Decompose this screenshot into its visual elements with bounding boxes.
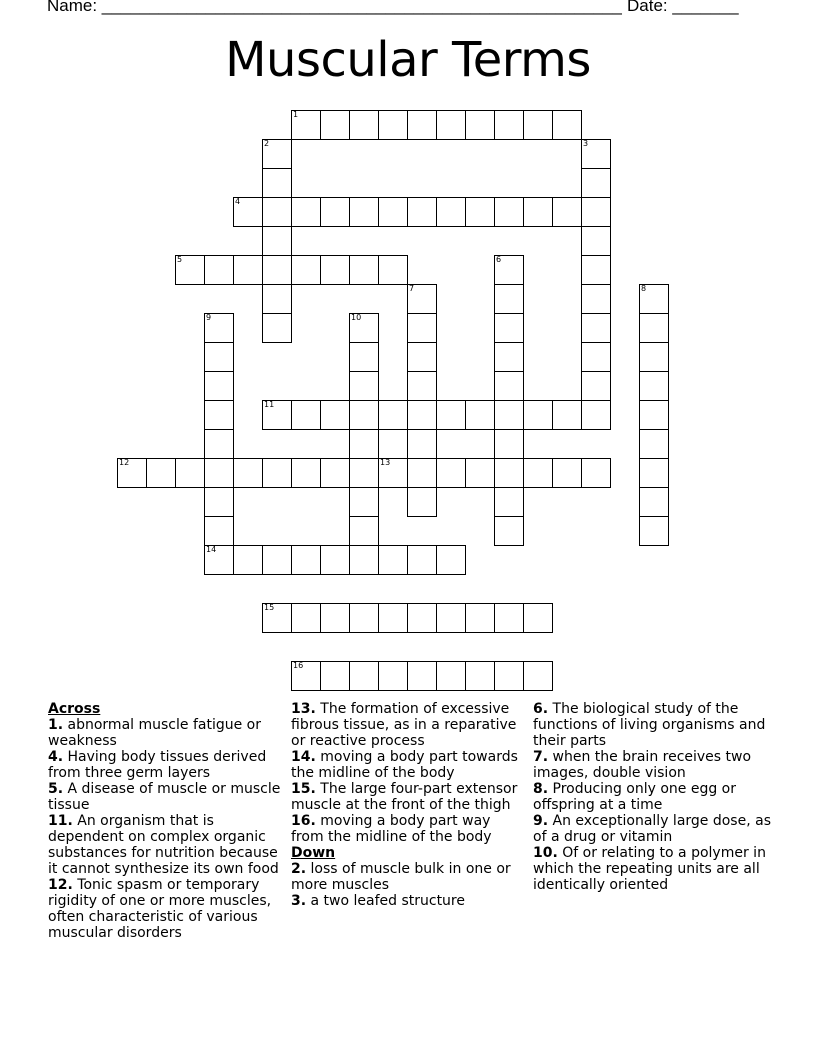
grid-cell[interactable] — [523, 197, 553, 227]
grid-cell[interactable] — [494, 603, 524, 633]
grid-cell[interactable] — [407, 487, 437, 517]
clue-number: 12 — [119, 458, 130, 467]
grid-cell[interactable] — [581, 197, 611, 227]
grid-cell[interactable] — [552, 458, 582, 488]
grid-cell[interactable] — [233, 255, 263, 285]
grid-cell[interactable] — [262, 226, 292, 256]
clue-across-4: 4. Having body tissues derived from three germ layers — [48, 749, 267, 781]
grid-cell[interactable] — [349, 400, 379, 430]
down-heading: Down — [291, 845, 336, 861]
grid-cell[interactable] — [262, 603, 292, 633]
clue-number: 6 — [496, 255, 502, 264]
grid-cell[interactable] — [320, 400, 350, 430]
clue-column-1 — [48, 701, 288, 941]
grid-cell[interactable] — [204, 429, 234, 459]
grid-cell[interactable] — [407, 342, 437, 372]
grid-cell[interactable] — [291, 603, 321, 633]
grid-cell[interactable] — [262, 458, 292, 488]
grid-cell[interactable] — [465, 661, 495, 691]
grid-cell[interactable] — [465, 458, 495, 488]
clue-across-15: 15. The large four-part extensor muscle at the front of the thigh — [291, 781, 518, 813]
grid-cell[interactable] — [262, 139, 292, 169]
grid-cell[interactable] — [639, 458, 669, 488]
clue-number: 2 — [264, 139, 270, 148]
clue-down-2: 2. loss of muscle bulk in one or more muscles — [291, 861, 511, 893]
grid-cell[interactable] — [291, 110, 321, 140]
grid-cell[interactable] — [639, 400, 669, 430]
clue-number: 13 — [380, 458, 391, 467]
grid-cell[interactable] — [204, 545, 234, 575]
puzzle-title: Muscular Terms — [225, 32, 591, 88]
grid-cell[interactable] — [349, 458, 379, 488]
grid-cell[interactable] — [204, 255, 234, 285]
grid-cell[interactable] — [581, 255, 611, 285]
grid-cell[interactable] — [523, 661, 553, 691]
grid-cell[interactable] — [407, 545, 437, 575]
grid-cell[interactable] — [436, 603, 466, 633]
clue-across-14: 14. moving a body part towards the midline of the body — [291, 749, 518, 781]
grid-cell[interactable] — [378, 197, 408, 227]
clue-number: 7 — [409, 284, 415, 293]
clue-across-11: 11. An organism that is dependent on complex organic substances for nutrition because it cannot synthesize its own food — [48, 813, 279, 877]
grid-cell[interactable] — [639, 429, 669, 459]
grid-cell[interactable] — [552, 110, 582, 140]
clue-number: 3 — [583, 139, 589, 148]
grid-cell[interactable] — [349, 197, 379, 227]
grid-cell[interactable] — [262, 545, 292, 575]
grid-cell[interactable] — [436, 400, 466, 430]
grid-cell[interactable] — [291, 255, 321, 285]
grid-cell[interactable] — [320, 545, 350, 575]
grid-cell[interactable] — [494, 197, 524, 227]
clue-number: 10 — [351, 313, 362, 322]
grid-cell[interactable] — [349, 487, 379, 517]
grid-cell[interactable] — [320, 458, 350, 488]
clue-across-1: 1. abnormal muscle fatigue or weakness — [48, 717, 261, 749]
grid-cell[interactable] — [349, 110, 379, 140]
grid-cell[interactable] — [175, 458, 205, 488]
clue-across-5: 5. A disease of muscle or muscle tissue — [48, 781, 281, 813]
clue-number: 11 — [264, 400, 275, 409]
clue-down-6: 6. The biological study of the functions of living organisms and their parts — [533, 701, 766, 749]
grid-cell[interactable] — [494, 458, 524, 488]
grid-cell[interactable] — [436, 545, 466, 575]
grid-cell[interactable] — [436, 110, 466, 140]
grid-cell[interactable] — [581, 226, 611, 256]
grid-cell[interactable] — [262, 284, 292, 314]
clue-down-9: 9. An exceptionally large dose, as of a drug or vitamin — [533, 813, 771, 845]
grid-cell[interactable] — [291, 458, 321, 488]
grid-cell[interactable] — [494, 371, 524, 401]
grid-cell[interactable] — [117, 458, 147, 488]
grid-cell[interactable] — [378, 545, 408, 575]
clue-number: 5 — [177, 255, 183, 264]
grid-cell[interactable] — [639, 342, 669, 372]
grid-cell[interactable] — [407, 400, 437, 430]
grid-cell[interactable] — [581, 313, 611, 343]
grid-cell[interactable] — [320, 197, 350, 227]
grid-cell[interactable] — [465, 110, 495, 140]
clue-down-7: 7. when the brain receives two images, double vision — [533, 749, 752, 781]
grid-cell[interactable] — [204, 400, 234, 430]
grid-cell[interactable] — [407, 313, 437, 343]
grid-cell[interactable] — [581, 342, 611, 372]
grid-cell[interactable] — [291, 545, 321, 575]
grid-cell[interactable] — [639, 313, 669, 343]
grid-cell[interactable] — [465, 603, 495, 633]
grid-cell[interactable] — [523, 603, 553, 633]
grid-cell[interactable] — [407, 371, 437, 401]
grid-cell[interactable] — [233, 545, 263, 575]
grid-cell[interactable] — [291, 661, 321, 691]
clue-across-13: 13. The formation of excessive fibrous tissue, as in a reparative or reactive process — [291, 701, 517, 749]
clue-number: 8 — [641, 284, 647, 293]
grid-cell[interactable] — [378, 661, 408, 691]
grid-cell[interactable] — [349, 371, 379, 401]
grid-cell[interactable] — [204, 516, 234, 546]
grid-cell[interactable] — [581, 284, 611, 314]
grid-cell[interactable] — [581, 168, 611, 198]
grid-cell[interactable] — [465, 197, 495, 227]
grid-cell[interactable] — [204, 458, 234, 488]
grid-cell[interactable] — [581, 400, 611, 430]
clue-down-10: 10. Of or relating to a polymer in which the repeating units are all identically oriented — [533, 845, 766, 893]
clue-column-2 — [291, 701, 527, 909]
grid-cell[interactable] — [436, 197, 466, 227]
grid-cell[interactable] — [552, 400, 582, 430]
grid-cell[interactable] — [581, 371, 611, 401]
grid-cell[interactable] — [204, 487, 234, 517]
grid-cell[interactable] — [349, 545, 379, 575]
grid-cell[interactable] — [320, 255, 350, 285]
grid-cell[interactable] — [494, 487, 524, 517]
grid-cell[interactable] — [494, 516, 524, 546]
grid-cell[interactable] — [494, 429, 524, 459]
grid-cell[interactable] — [378, 603, 408, 633]
grid-cell[interactable] — [407, 284, 437, 314]
grid-cell[interactable] — [378, 400, 408, 430]
clue-number: 16 — [293, 661, 304, 670]
grid-cell[interactable] — [349, 313, 379, 343]
clue-down-3: 3. a two leafed structure — [291, 893, 465, 909]
grid-cell[interactable] — [349, 516, 379, 546]
grid-cell[interactable] — [233, 197, 263, 227]
grid-cell[interactable] — [378, 255, 408, 285]
grid-cell[interactable] — [552, 197, 582, 227]
grid-cell[interactable] — [320, 661, 350, 691]
grid-cell[interactable] — [494, 661, 524, 691]
grid-cell[interactable] — [262, 255, 292, 285]
grid-cell[interactable] — [523, 110, 553, 140]
grid-cell[interactable] — [523, 458, 553, 488]
grid-cell[interactable] — [639, 371, 669, 401]
grid-cell[interactable] — [262, 313, 292, 343]
grid-cell[interactable] — [465, 400, 495, 430]
clue-number: 14 — [206, 545, 217, 554]
grid-cell[interactable] — [320, 603, 350, 633]
grid-cell[interactable] — [581, 139, 611, 169]
grid-cell[interactable] — [436, 458, 466, 488]
grid-cell[interactable] — [349, 603, 379, 633]
grid-cell[interactable] — [436, 661, 466, 691]
grid-cell[interactable] — [407, 661, 437, 691]
grid-cell[interactable] — [407, 603, 437, 633]
grid-cell[interactable] — [349, 429, 379, 459]
grid-cell[interactable] — [639, 284, 669, 314]
grid-cell[interactable] — [291, 400, 321, 430]
grid-cell[interactable] — [494, 110, 524, 140]
grid-cell[interactable] — [378, 110, 408, 140]
grid-cell[interactable] — [407, 429, 437, 459]
clue-down-8: 8. Producing only one egg or offspring at a time — [533, 781, 737, 813]
grid-cell[interactable] — [175, 255, 205, 285]
clue-number: 9 — [206, 313, 212, 322]
grid-cell[interactable] — [349, 342, 379, 372]
clue-number: 4 — [235, 197, 241, 206]
clue-across-12: 12. Tonic spasm or temporary rigidity of one or more muscles, often characteristic of various muscular disorders — [48, 877, 272, 941]
grid-cell[interactable] — [494, 255, 524, 285]
grid-cell[interactable] — [291, 197, 321, 227]
grid-cell[interactable] — [262, 400, 292, 430]
grid-cell[interactable] — [407, 110, 437, 140]
grid-cell[interactable] — [146, 458, 176, 488]
grid-cell[interactable] — [494, 342, 524, 372]
grid-cell[interactable] — [523, 400, 553, 430]
grid-cell[interactable] — [349, 661, 379, 691]
name-field-line: Name: _______________________________________________________ — [47, 0, 622, 15]
date-field-line: Date: _______ — [627, 0, 739, 15]
clue-number: 15 — [264, 603, 275, 612]
clue-number: 1 — [293, 110, 299, 119]
grid-cell[interactable] — [407, 197, 437, 227]
grid-cell[interactable] — [581, 458, 611, 488]
grid-cell[interactable] — [407, 458, 437, 488]
grid-cell[interactable] — [494, 284, 524, 314]
grid-cell[interactable] — [204, 371, 234, 401]
grid-cell[interactable] — [349, 255, 379, 285]
grid-cell[interactable] — [639, 487, 669, 517]
grid-cell[interactable] — [262, 197, 292, 227]
grid-cell[interactable] — [494, 313, 524, 343]
grid-cell[interactable] — [378, 458, 408, 488]
grid-cell[interactable] — [320, 110, 350, 140]
grid-cell[interactable] — [233, 458, 263, 488]
grid-cell[interactable] — [204, 342, 234, 372]
grid-cell[interactable] — [204, 313, 234, 343]
grid-cell[interactable] — [639, 516, 669, 546]
across-heading: Across — [48, 701, 101, 717]
grid-cell[interactable] — [262, 168, 292, 198]
clue-column-3 — [533, 701, 773, 893]
grid-cell[interactable] — [494, 400, 524, 430]
clue-across-16: 16. moving a body part way from the midline of the body — [291, 813, 492, 845]
